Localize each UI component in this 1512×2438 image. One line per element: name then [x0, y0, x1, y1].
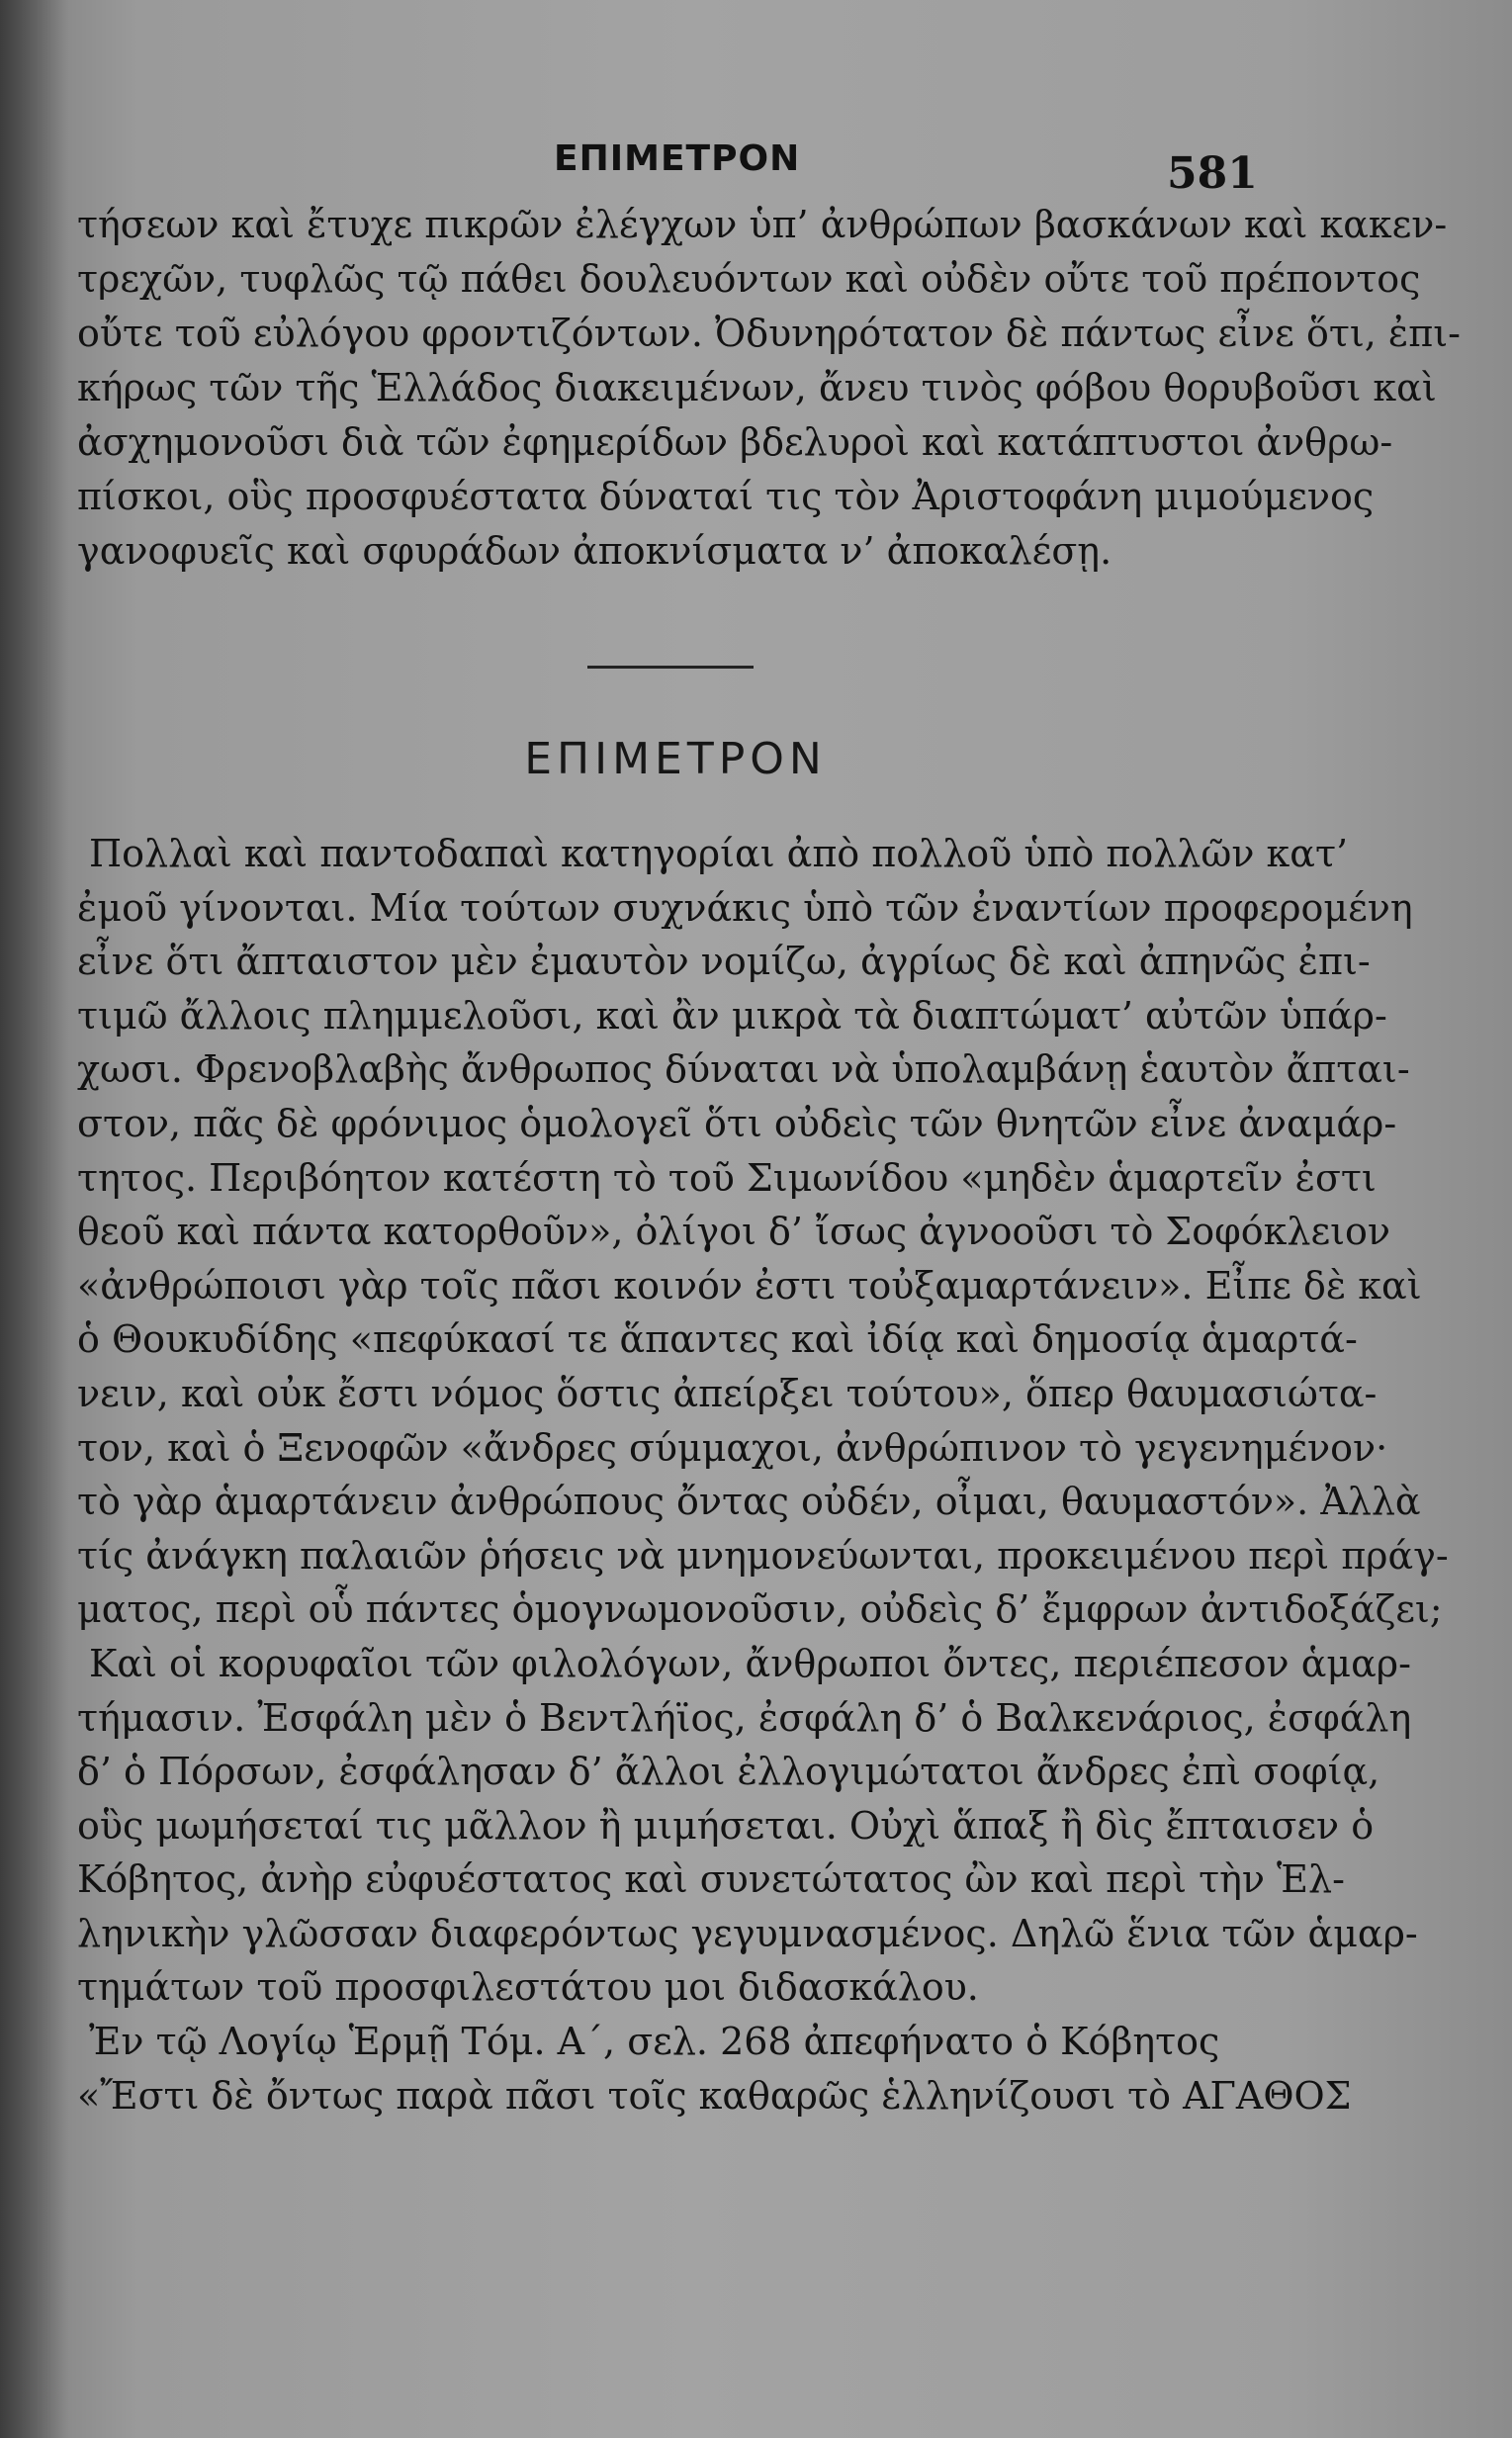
text-line: εἶνε ὅτι ἄπταιστον μὲν ἐμαυτὸν νομίζω, ἀγρίως δὲ καὶ ἀπηνῶς ἐπι- — [77, 940, 1371, 984]
text-line: τημάτων τοῦ προσφιλεστάτου μοι διδασκάλου. — [77, 1965, 979, 2010]
text-line: πίσκοι, οὓς προσφυέστατα δύναταί τις τὸν Ἀριστοφάνη μιμούμενος — [77, 475, 1375, 518]
text-line: Πολλαὶ καὶ παντοδαπαὶ κατηγορίαι ἀπὸ πολλοῦ ὑπὸ πολλῶν κατ’ — [89, 832, 1349, 875]
section-divider — [587, 666, 754, 669]
section-body — [77, 827, 1449, 2122]
top-paragraph — [77, 198, 1462, 579]
text-line: τίς ἀνάγκη παλαιῶν ῥήσεις νὰ μνημονεύωνται, προκειμένου περὶ πράγ- — [77, 1533, 1449, 1578]
text-line: Καὶ οἱ κορυφαῖοι τῶν φιλολόγων, ἄνθρωποι ὄντες, περιέπεσον ἁμαρ- — [89, 1641, 1411, 1685]
text-line: δ’ ὁ Πόρσων, ἐσφάλησαν δ’ ἄλλοι ἐλλογιμώτατοι ἄνδρες ἐπὶ σοφίᾳ, — [77, 1750, 1380, 1794]
section-heading: ΕΠΙΜΕΤΡΟΝ — [524, 734, 827, 784]
text-line: ἀσχημονοῦσι διὰ τῶν ἐφημερίδων βδελυροὶ καὶ κατάπτυστοι ἀνθρω- — [77, 420, 1393, 464]
text-line: «ἀνθρώποισι γὰρ τοῖς πᾶσι κοινόν ἐστι τοὐξαμαρτάνειν». Εἶπε δὲ καὶ — [77, 1263, 1422, 1308]
text-line: ληνικὴν γλῶσσαν διαφερόντως γεγυμνασμένος. Δηλῶ ἕνια τῶν ἁμαρ- — [77, 1911, 1418, 1955]
text-line: τήσεων καὶ ἔτυχε πικρῶν ἐλέγχων ὑπ’ ἀνθρώπων βασκάνων καὶ κακεν- — [77, 203, 1448, 246]
page-number: 581 — [1167, 148, 1258, 199]
running-title: ΕΠΙΜΕΤΡΟΝ — [554, 138, 801, 179]
text-line: τον, καὶ ὁ Ξενοφῶν «ἄνδρες σύμμαχοι, ἀνθρώπινον τὸ γεγενημένον· — [77, 1425, 1388, 1470]
text-line: τὸ γὰρ ἁμαρτάνειν ἀνθρώπους ὄντας οὐδέν, οἶμαι, θαυμαστόν». Ἀλλὰ — [77, 1480, 1421, 1524]
text-line: οὔτε τοῦ εὐλόγου φροντιζόντων. Ὀδυνηρότατον δὲ πάντως εἶνε ὅτι, ἐπι- — [77, 312, 1462, 355]
text-line: τήμασιν. Ἐσφάλη μὲν ὁ Βεντλήϊος, ἐσφάλη δ’ ὁ Βαλκενάριος, ἐσφάλη — [77, 1695, 1412, 1740]
text-line: ὁ Θουκυδίδης «πεφύκασί τε ἅπαντες καὶ ἰδίᾳ καὶ δημοσίᾳ ἁμαρτά- — [77, 1317, 1358, 1362]
text-line: γανοφυεῖς καὶ σφυράδων ἀποκνίσματα ν’ ἀποκαλέσῃ. — [77, 529, 1112, 573]
text-line: «Ἔστι δὲ ὄντως παρὰ πᾶσι τοῖς καθαρῶς ἑλληνίζουσι τὸ ΑΓΑΘΟΣ — [77, 2073, 1352, 2118]
text-line: νειν, καὶ οὐκ ἔστι νόμος ὅστις ἀπείρξει τούτου», ὅπερ θαυμασιώτα- — [77, 1371, 1378, 1415]
text-line: οὓς μωμήσεταί τις μᾶλλον ἢ μιμήσεται. Οὐχὶ ἅπαξ ἢ δὶς ἔπταισεν ὁ — [77, 1803, 1375, 1848]
text-line: Κόβητος, ἀνὴρ εὐφυέστατος καὶ συνετώτατος ὢν καὶ περὶ τὴν Ἑλ- — [77, 1857, 1345, 1902]
text-line: κήρως τῶν τῆς Ἑλλάδος διακειμένων, ἄνευ τινὸς φόβου θορυβοῦσι καὶ — [77, 366, 1437, 409]
text-line: τρεχῶν, τυφλῶς τῷ πάθει δουλευόντων καὶ οὐδὲν οὔτε τοῦ πρέποντος — [77, 257, 1421, 301]
text-line: στον, πᾶς δὲ φρόνιμος ὁμολογεῖ ὅτι οὐδεὶς τῶν θνητῶν εἶνε ἀναμάρ- — [77, 1101, 1397, 1145]
text-line: ἐμοῦ γίνονται. Μία τούτων συχνάκις ὑπὸ τῶν ἐναντίων προφερομένη — [77, 885, 1413, 930]
text-line: Ἐν τῷ Λογίῳ Ἑρμῇ Τόμ. Α΄, σελ. 268 ἀπεφήνατο ὁ Κόβητος — [89, 2020, 1220, 2064]
text-line: τητος. Περιβόητον κατέστη τὸ τοῦ Σιμωνίδου «μηδὲν ἁμαρτεῖν ἐστι — [77, 1155, 1377, 1200]
text-line: θεοῦ καὶ πάντα κατορθοῦν», ὀλίγοι δ’ ἴσως ἀγνοοῦσι τὸ Σοφόκλειον — [77, 1210, 1391, 1254]
text-line: ματος, περὶ οὗ πάντες ὁμογνωμονοῦσιν, οὐδεὶς δ’ ἔμφρων ἀντιδοξάζει; — [77, 1587, 1443, 1632]
text-line: τιμῶ ἄλλοις πλημμελοῦσι, καὶ ἂν μικρὰ τὰ διαπτώματ’ αὐτῶν ὑπάρ- — [77, 993, 1387, 1038]
text-line: χωσι. Φρενοβλαβὴς ἄνθρωπος δύναται νὰ ὑπολαμβάνῃ ἑαυτὸν ἄπται- — [77, 1047, 1410, 1092]
